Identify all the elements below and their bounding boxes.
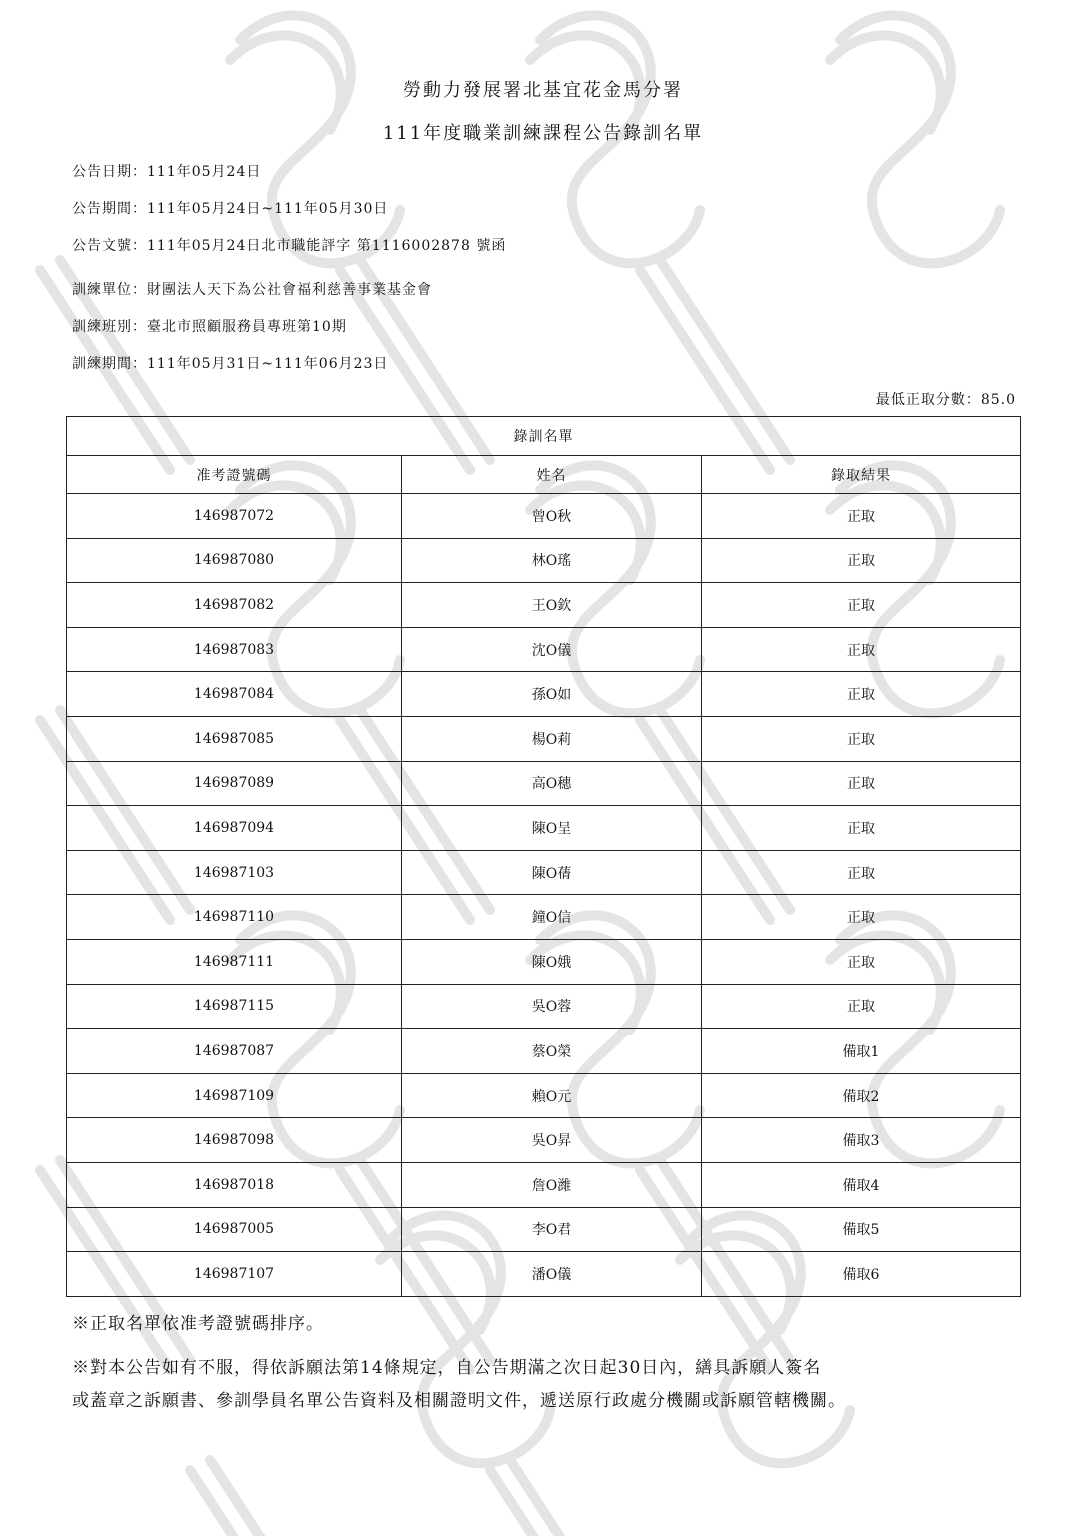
admission-table: [66, 416, 1021, 1297]
table-row: [67, 1118, 1021, 1163]
training-period: 訓練期間：111年05月31日~111年06月23日: [72, 356, 389, 372]
table-row: [67, 761, 1021, 806]
column-header-exam-number: 准考證號碼: [67, 456, 402, 494]
exam-number-cell: 146987084: [67, 672, 402, 717]
name-cell: 蔡O榮: [402, 1029, 702, 1074]
exam-number-cell: 146987107: [67, 1252, 402, 1297]
result-cell: 正取: [702, 583, 1021, 628]
table-row: [67, 895, 1021, 940]
name-cell: 林O瑤: [402, 538, 702, 583]
document-number: 公告文號：111年05月24日北市職能評字 第1116002878 號函: [72, 238, 507, 254]
result-cell: 備取3: [702, 1118, 1021, 1163]
table-row: [67, 806, 1021, 851]
table-row: [67, 939, 1021, 984]
name-cell: 沈O儀: [402, 627, 702, 672]
name-cell: 曾O秋: [402, 494, 702, 539]
result-cell: 正取: [702, 538, 1021, 583]
table-row: [67, 984, 1021, 1029]
exam-number-cell: 146987080: [67, 538, 402, 583]
result-cell: 正取: [702, 494, 1021, 539]
exam-number-cell: 146987087: [67, 1029, 402, 1074]
table-row: [67, 1162, 1021, 1207]
result-cell: 正取: [702, 850, 1021, 895]
table-row: [67, 1207, 1021, 1252]
result-cell: 備取5: [702, 1207, 1021, 1252]
result-cell: 正取: [702, 939, 1021, 984]
name-cell: 詹O濰: [402, 1162, 702, 1207]
exam-number-cell: 146987103: [67, 850, 402, 895]
name-cell: 高O穗: [402, 761, 702, 806]
exam-number-cell: 146987082: [67, 583, 402, 628]
table-row: [67, 716, 1021, 761]
class-name: 訓練班別：臺北市照顧服務員專班第10期: [72, 319, 347, 335]
name-cell: 鐘O信: [402, 895, 702, 940]
result-cell: 備取4: [702, 1162, 1021, 1207]
name-cell: 賴O元: [402, 1073, 702, 1118]
column-header-name: 姓名: [402, 456, 702, 494]
name-cell: 潘O儀: [402, 1252, 702, 1297]
exam-number-cell: 146987115: [67, 984, 402, 1029]
name-cell: 楊O莉: [402, 716, 702, 761]
result-cell: 備取1: [702, 1029, 1021, 1074]
sort-note: ※正取名單依准考證號碼排序。: [72, 1314, 324, 1334]
table-caption: 錄訓名單: [67, 417, 1021, 456]
result-cell: 正取: [702, 895, 1021, 940]
table-row: [67, 672, 1021, 717]
exam-number-cell: 146987072: [67, 494, 402, 539]
training-unit: 訓練單位：財團法人天下為公社會福利慈善事業基金會: [72, 282, 432, 298]
exam-number-cell: 146987083: [67, 627, 402, 672]
name-cell: 吳O蓉: [402, 984, 702, 1029]
exam-number-cell: 146987110: [67, 895, 402, 940]
name-cell: 陳O蒨: [402, 850, 702, 895]
exam-number-cell: 146987098: [67, 1118, 402, 1163]
exam-number-cell: 146987005: [67, 1207, 402, 1252]
name-cell: 陳O呈: [402, 806, 702, 851]
exam-number-cell: 146987111: [67, 939, 402, 984]
exam-number-cell: 146987109: [67, 1073, 402, 1118]
table-row: [67, 1073, 1021, 1118]
result-cell: 正取: [702, 627, 1021, 672]
exam-number-cell: 146987018: [67, 1162, 402, 1207]
result-cell: 正取: [702, 806, 1021, 851]
exam-number-cell: 146987094: [67, 806, 402, 851]
name-cell: 吳O昇: [402, 1118, 702, 1163]
result-cell: 備取6: [702, 1252, 1021, 1297]
table-row: [67, 1252, 1021, 1297]
table-row: [67, 538, 1021, 583]
appeal-note-line1: ※對本公告如有不服，得依訴願法第14條規定，自公告期滿之次日起30日內，繕具訴願人簽名: [72, 1358, 822, 1378]
announce-date: 公告日期：111年05月24日: [72, 164, 262, 180]
name-cell: 王O欽: [402, 583, 702, 628]
name-cell: 陳O娥: [402, 939, 702, 984]
minimum-score: 最低正取分數：85.0: [875, 392, 1016, 408]
result-cell: 備取2: [702, 1073, 1021, 1118]
announce-period: 公告期間：111年05月24日~111年05月30日: [72, 201, 389, 217]
agency-title: 勞動力發展署北基宜花金馬分署: [403, 80, 683, 101]
name-cell: 孫O如: [402, 672, 702, 717]
table-row: [67, 1029, 1021, 1074]
column-header-result: 錄取結果: [702, 456, 1021, 494]
table-row: [67, 583, 1021, 628]
document-title: 111年度職業訓練課程公告錄訓名單: [382, 123, 704, 144]
name-cell: 李O君: [402, 1207, 702, 1252]
result-cell: 正取: [702, 761, 1021, 806]
table-row: [67, 627, 1021, 672]
exam-number-cell: 146987089: [67, 761, 402, 806]
table-row: [67, 850, 1021, 895]
result-cell: 正取: [702, 716, 1021, 761]
table-body: [67, 494, 1021, 1297]
table-row: [67, 494, 1021, 539]
exam-number-cell: 146987085: [67, 716, 402, 761]
appeal-note-line2: 或蓋章之訴願書、參訓學員名單公告資料及相關證明文件，遞送原行政處分機關或訴願管轄機關。: [72, 1391, 846, 1411]
result-cell: 正取: [702, 984, 1021, 1029]
result-cell: 正取: [702, 672, 1021, 717]
